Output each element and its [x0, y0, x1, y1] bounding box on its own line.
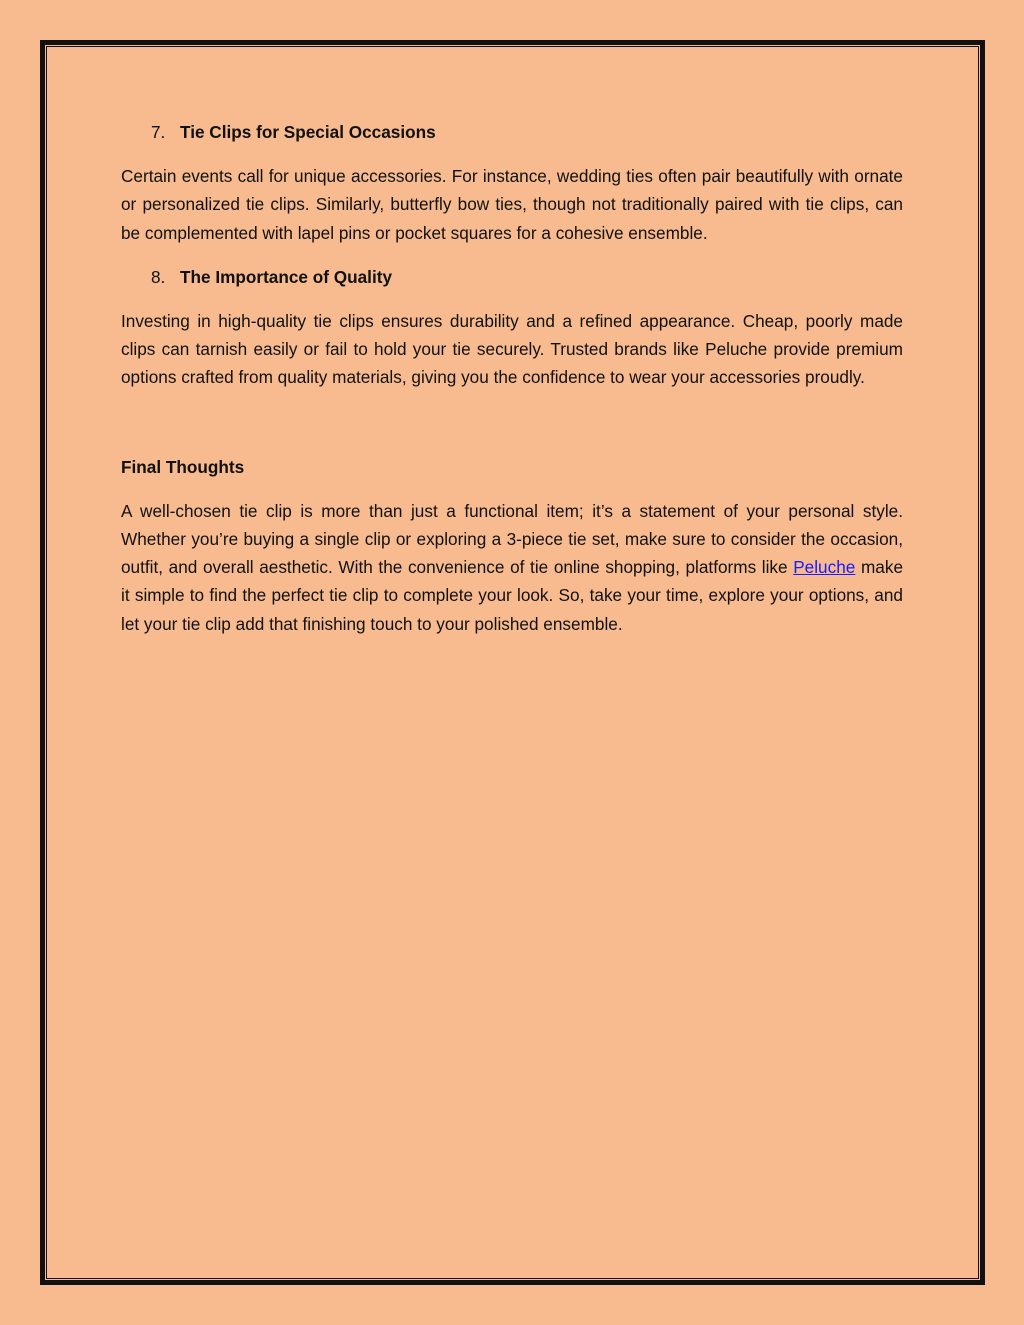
section-title: The Importance of Quality — [180, 266, 393, 287]
peluche-link[interactable]: Peluche — [793, 557, 856, 578]
document-body — [121, 118, 903, 654]
section-number: 8. — [151, 266, 166, 287]
section-heading-quality — [121, 263, 903, 291]
final-text-after-link: make it simple to find the perfect tie clip to complete your look. So, take your time, explore your options, and let your tie clip add that finishing touch to your polished ensemble. — [121, 557, 903, 634]
final-text-before-link: A well-chosen tie clip is more than just a functional item; it’s a statement of your personal style. Whether you’re buying a single clip or exploring a 3-piece tie set, make sure to consider the occasion, outfit, and overall aesthetic. With the convenience of tie online shopping, platforms like — [121, 500, 903, 578]
section-title: Tie Clips for Special Occasions — [180, 122, 436, 142]
section-paragraph-occasions: Certain events call for unique accessories. For instance, wedding ties often pair beautifully with ornate or personalized tie clips. Similarly, butterfly bow ties, though not traditionally paired with tie clips, can be complemented with lapel pins or pocket squares for a cohesive ensemble. — [121, 166, 903, 243]
section-paragraph-quality: Investing in high-quality tie clips ensures durability and a refined appearance. Cheap, poorly made clips can tarnish easily or fail to hold your tie securely. Trusted brands like Peluche provide premium options crafted from quality materials, giving you the confidence to wear your accessories proudly. — [121, 311, 903, 388]
section-heading-tie-clips-occasions — [121, 118, 903, 146]
final-thoughts-heading: Final Thoughts — [121, 456, 245, 477]
final-thoughts-paragraph — [121, 497, 903, 638]
section-number: 7. — [151, 122, 166, 142]
